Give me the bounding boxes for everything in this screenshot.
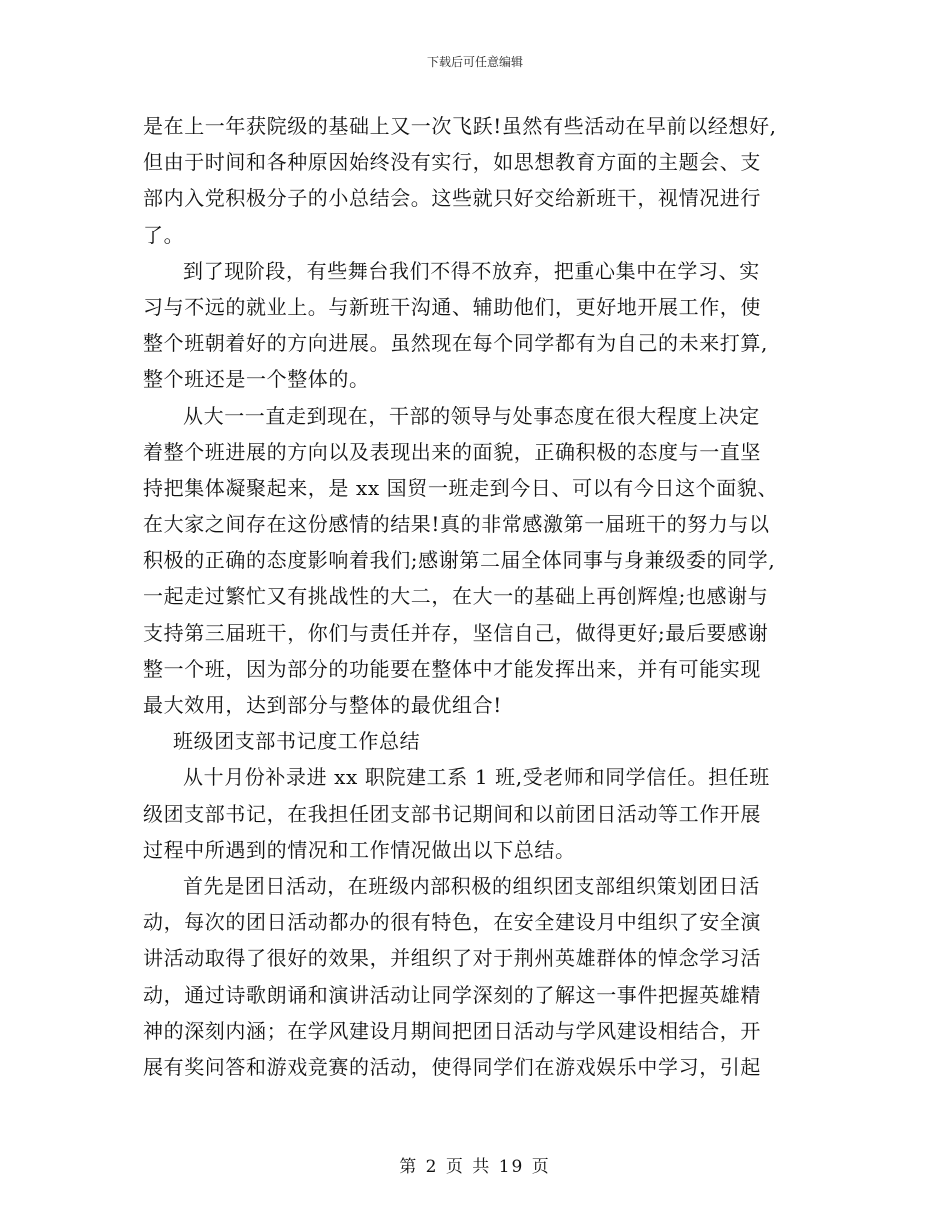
text-line: 整个班朝着好的方向进展。虽然现在每个同学都有为自己的未来打算, bbox=[143, 331, 768, 356]
page-number-footer: 第 2 页 共 19 页 bbox=[399, 1157, 551, 1177]
text-line: 动，通过诗歌朗诵和演讲活动让同学深刻的了解这一事件把握英雄精 bbox=[143, 982, 761, 1007]
text-line: 展有奖问答和游戏竞赛的活动，使得同学们在游戏娱乐中学习，引起 bbox=[143, 1054, 761, 1079]
document-body bbox=[143, 108, 813, 1085]
text-line: 整一个班，因为部分的功能要在整体中才能发挥出来，并有可能实现 bbox=[143, 656, 761, 681]
text-line: 到了现阶段，有些舞台我们不得不放弃，把重心集中在学习、实 bbox=[183, 258, 760, 283]
text-line: 是在上一年获院级的基础上又一次飞跃!虽然有些活动在早前以经想好, bbox=[143, 114, 777, 138]
text-line: 最大效用，达到部分与整体的最优组合! bbox=[143, 693, 502, 717]
text-line: 从大一一直走到现在，干部的领导与处事态度在很大程度上决定 bbox=[183, 403, 760, 428]
text-line: 持把集体凝聚起来，是 xx 国贸一班走到今日、可以有今日这个面貌、 bbox=[143, 475, 779, 500]
section-heading: 班级团支部书记度工作总结 bbox=[173, 729, 421, 754]
text-line: 部内入党积极分子的小总结会。这些就只好交给新班干，视情况进行 bbox=[143, 186, 761, 211]
text-line: 在大家之间存在这份感情的结果!真的非常感激第一届班干的努力与以 bbox=[143, 512, 770, 537]
text-line: 从十月份补录进 xx 职院建工系 1 班,受老师和同学信任。担任班 bbox=[183, 765, 770, 790]
text-line: 过程中所遇到的情况和工作情况做出以下总结。 bbox=[143, 837, 576, 862]
text-line: 首先是团日活动，在班级内部积极的组织团支部组织策划团日活 bbox=[183, 873, 760, 898]
text-line: 整个班还是一个整体的。 bbox=[143, 367, 370, 392]
text-line: 着整个班进展的方向以及表现出来的面貌，正确积极的态度与一直坚 bbox=[143, 439, 761, 464]
page-header: 下载后可任意编辑 bbox=[426, 55, 523, 69]
text-line: 习与不远的就业上。与新班干沟通、辅助他们，更好地开展工作，使 bbox=[143, 294, 761, 319]
text-line: 积极的正确的态度影响着我们;感谢第二届全体同事与身兼级委的同学, bbox=[143, 548, 776, 573]
text-line: 讲活动取得了很好的效果，并组织了对于荆州英雄群体的悼念学习活 bbox=[143, 946, 761, 971]
text-line: 级团支部书记，在我担任团支部书记期间和以前团日活动等工作开展 bbox=[143, 801, 761, 826]
text-line: 了。 bbox=[143, 222, 185, 247]
text-line: 但由于时间和各种原因始终没有实行，如思想教育方面的主题会、支 bbox=[143, 150, 761, 175]
text-line: 一起走过繁忙又有挑战性的大二，在大一的基础上再创辉煌;也感谢与 bbox=[143, 584, 769, 609]
text-line: 动，每次的团日活动都办的很有特色，在安全建设月中组织了安全演 bbox=[143, 910, 761, 935]
text-line: 神的深刻内涵；在学风建设月期间把团日活动与学风建设相结合，开 bbox=[143, 1018, 761, 1043]
text-line: 支持第三届班干，你们与责任并存，坚信自己，做得更好;最后要感谢 bbox=[143, 620, 769, 645]
